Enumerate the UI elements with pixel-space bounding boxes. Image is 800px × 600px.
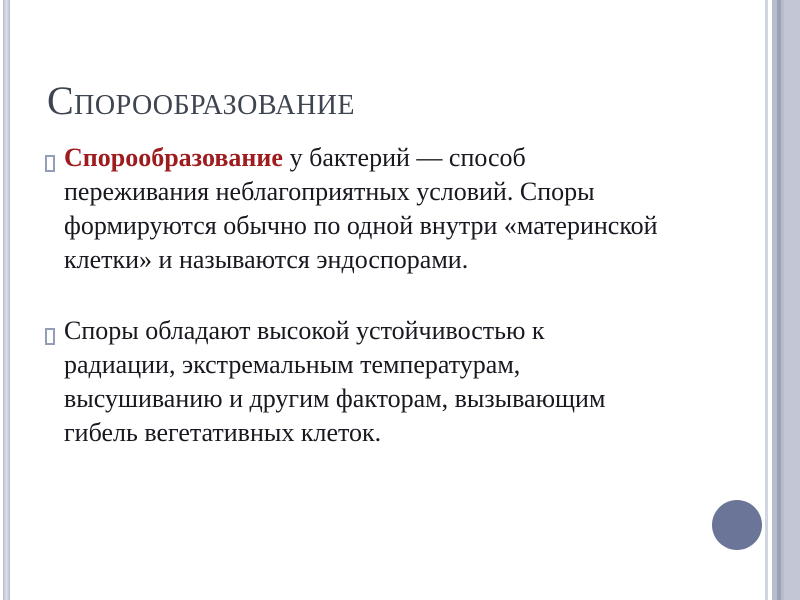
text-line: гибель вегетативных клеток.: [64, 418, 382, 447]
slide-title: Спорообразование: [47, 78, 355, 123]
text-line: формируются обычно по одной внутри «материнской: [64, 211, 658, 240]
text-line: Споры обладают высокой устойчивостью к: [64, 316, 545, 345]
text-line: радиации, экстремальным температурам,: [64, 350, 521, 379]
bullet-text-2: [64, 314, 735, 450]
bullet-item-1: [45, 141, 735, 277]
left-border-stripe: [3, 0, 10, 600]
text-line: высушиванию и другим факторам, вызывающим: [64, 384, 606, 413]
decorative-circle: [712, 500, 762, 550]
text-line: переживания неблагоприятных условий. Споры: [64, 177, 595, 206]
bullet-marker-icon: [45, 328, 55, 345]
text-line: [64, 141, 735, 175]
right-vertical-stripe-thin: [765, 0, 768, 600]
highlighted-term: Спорообразование: [64, 143, 283, 172]
bullet-marker-icon: [45, 155, 55, 172]
text-line: клетки» и называются эндоспорами.: [64, 245, 469, 274]
bullet-item-2: [45, 314, 735, 450]
text-line-rest: у бактерий — способ: [289, 143, 526, 172]
bullet-text-1: [64, 141, 735, 277]
right-vertical-stripe-wide: [784, 0, 800, 600]
slide-body: [45, 141, 735, 487]
